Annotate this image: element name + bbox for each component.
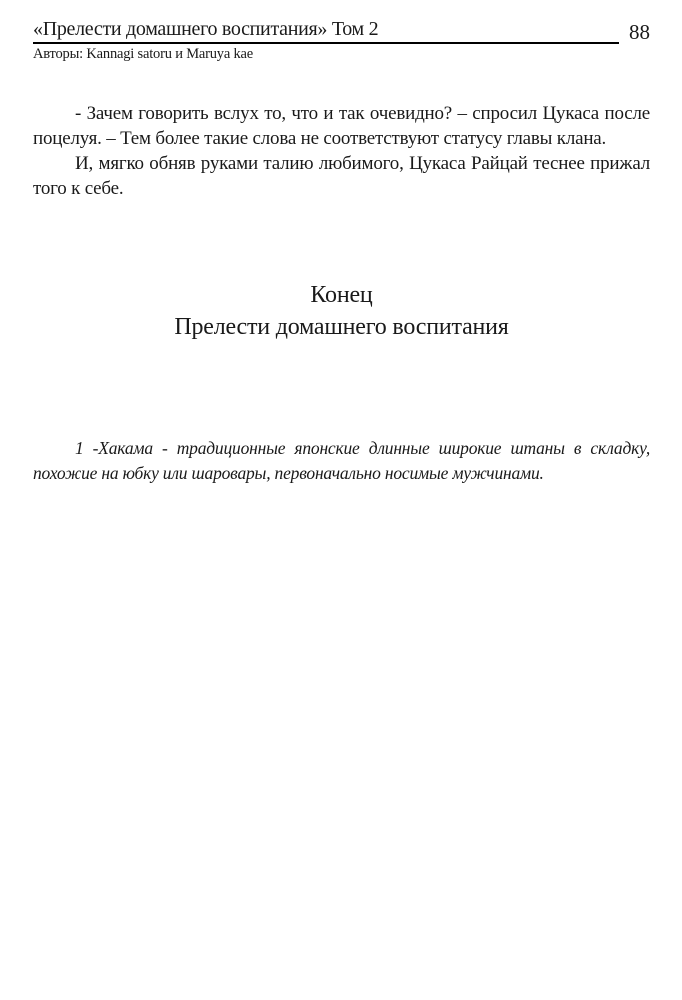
page-header [33, 18, 650, 63]
authors-line: Авторы: Kannagi satoru и Maruya kae [33, 46, 254, 62]
ending-book-title: Прелести домашнего воспитания [174, 314, 509, 340]
footnote-text: 1 -Хакама - традиционные японские длинные широкие штаны в складку, похожие на юбку или шаровары, первоначально носимые мужчинами. [33, 438, 650, 483]
page-body [33, 101, 650, 486]
header-title-row [33, 18, 650, 44]
ending-block [33, 279, 650, 343]
book-title: «Прелести домашнего воспитания» Том 2 [33, 18, 379, 40]
page-number: 88 [629, 20, 650, 44]
paragraph-narration: И, мягко обняв руками талию любимого, Цукаса Райцай теснее прижал того к себе. [33, 153, 650, 199]
paragraph-dialogue: - Зачем говорить вслух то, что и так очевидно? – спросил Цукаса после поцелуя. – Тем более такие слова не соответствуют статусу главы клана. [33, 103, 650, 149]
ending-word: Конец [310, 282, 373, 308]
header-rule [33, 18, 619, 44]
